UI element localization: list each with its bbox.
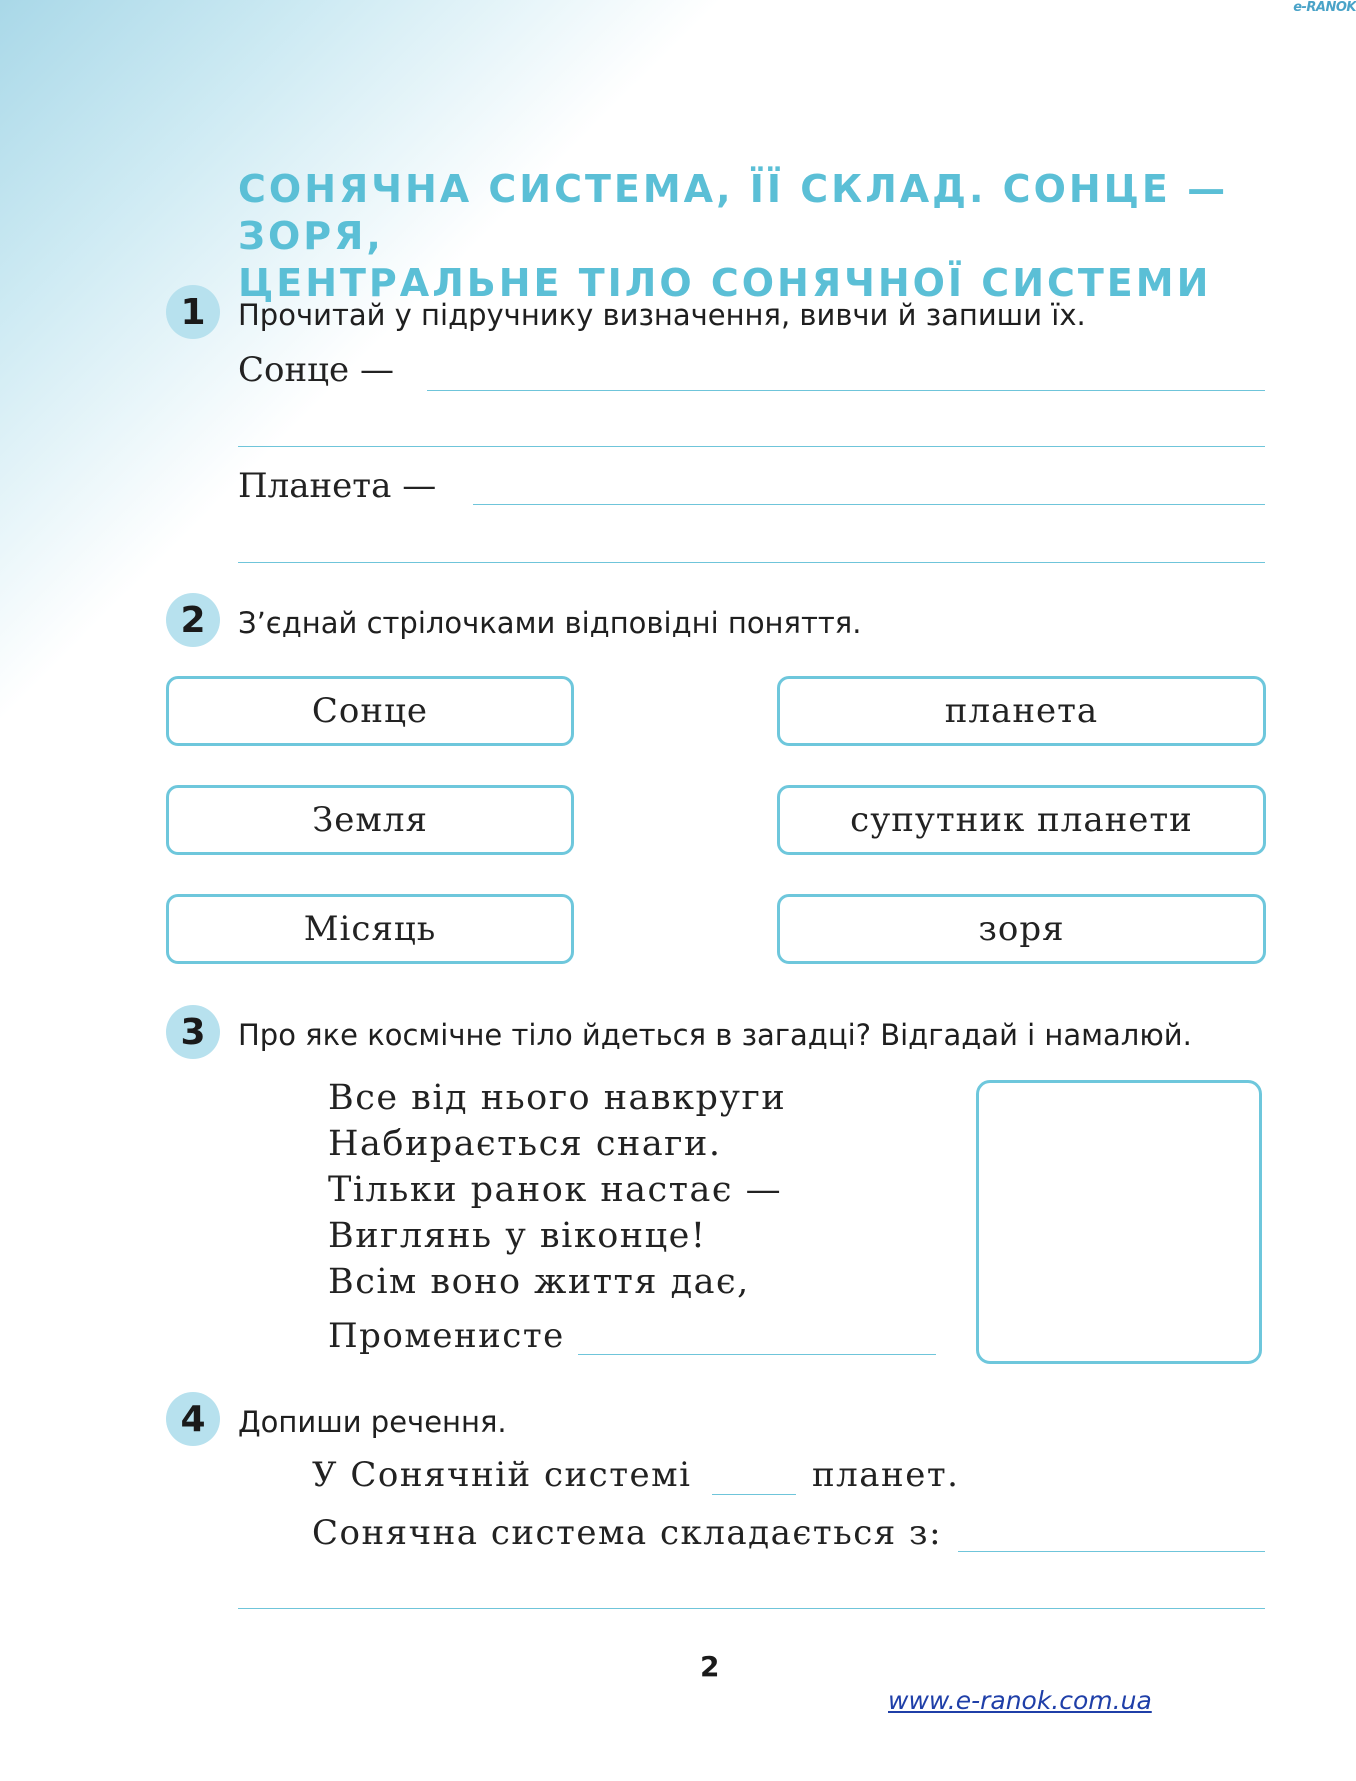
- page-title-line-2: ЦЕНТРАЛЬНЕ ТІЛО СОНЯЧНОЇ СИСТЕМИ: [238, 261, 1212, 305]
- riddle-answer-line[interactable]: [578, 1354, 936, 1355]
- riddle-line: Виглянь у віконце!: [328, 1216, 707, 1256]
- planet-definition-line-1[interactable]: [473, 504, 1265, 505]
- riddle-line: Всім воно життя дає,: [328, 1262, 750, 1302]
- task-1-instruction: Прочитай у підручнику визначення, вивчи й запиши їх.: [238, 298, 1086, 332]
- task-4-instruction: Допиши речення.: [238, 1405, 507, 1439]
- match-right-satellite[interactable]: супутник планети: [777, 785, 1266, 855]
- page-number: 2: [700, 1650, 720, 1683]
- task-number-2: 2: [166, 593, 220, 647]
- riddle-line: Все від нього навкруги: [328, 1078, 787, 1118]
- brand-logo: e-RANOK: [1293, 0, 1356, 15]
- page-title-line-1: СОНЯЧНА СИСТЕМА, ЇЇ СКЛАД. СОНЦЕ — ЗОРЯ,: [238, 167, 1229, 258]
- sun-definition-line-1[interactable]: [427, 390, 1265, 391]
- sentence-1-end: планет.: [812, 1455, 960, 1495]
- page-title: [238, 166, 1278, 307]
- sun-definition-line-2[interactable]: [238, 446, 1265, 447]
- riddle-line: Тільки ранок настає —: [328, 1170, 783, 1210]
- sentence-1-start: У Сонячній системі: [312, 1455, 692, 1495]
- term-sun-label: Сонце —: [238, 350, 394, 390]
- task-number-3: 3: [166, 1005, 220, 1059]
- riddle-last-line: Променисте: [328, 1316, 565, 1356]
- planet-count-blank[interactable]: [712, 1494, 796, 1495]
- task-3-instruction: Про яке космічне тіло йдеться в загадці? Відгадай і намалюй.: [238, 1018, 1192, 1052]
- term-planet-label: Планета —: [238, 466, 437, 506]
- task-number-4: 4: [166, 1392, 220, 1446]
- task-2-instruction: З’єднай стрілочками відповідні поняття.: [238, 606, 862, 640]
- task-number-1: 1: [166, 285, 220, 339]
- riddle-poem: [328, 1075, 786, 1305]
- match-right-star[interactable]: зоря: [777, 894, 1266, 964]
- match-left-moon[interactable]: Місяць: [166, 894, 574, 964]
- match-left-earth[interactable]: Земля: [166, 785, 574, 855]
- sentence-2: Сонячна система складається з:: [312, 1513, 943, 1553]
- planet-definition-line-2[interactable]: [238, 562, 1265, 563]
- website-link[interactable]: www.e-ranok.com.ua: [888, 1686, 1152, 1715]
- composition-answer-line-2[interactable]: [238, 1608, 1265, 1609]
- riddle-line: Набирається снаги.: [328, 1124, 722, 1164]
- composition-answer-line-1[interactable]: [958, 1551, 1265, 1552]
- match-right-planet[interactable]: планета: [777, 676, 1266, 746]
- match-left-sun[interactable]: Сонце: [166, 676, 574, 746]
- drawing-box[interactable]: [976, 1080, 1262, 1364]
